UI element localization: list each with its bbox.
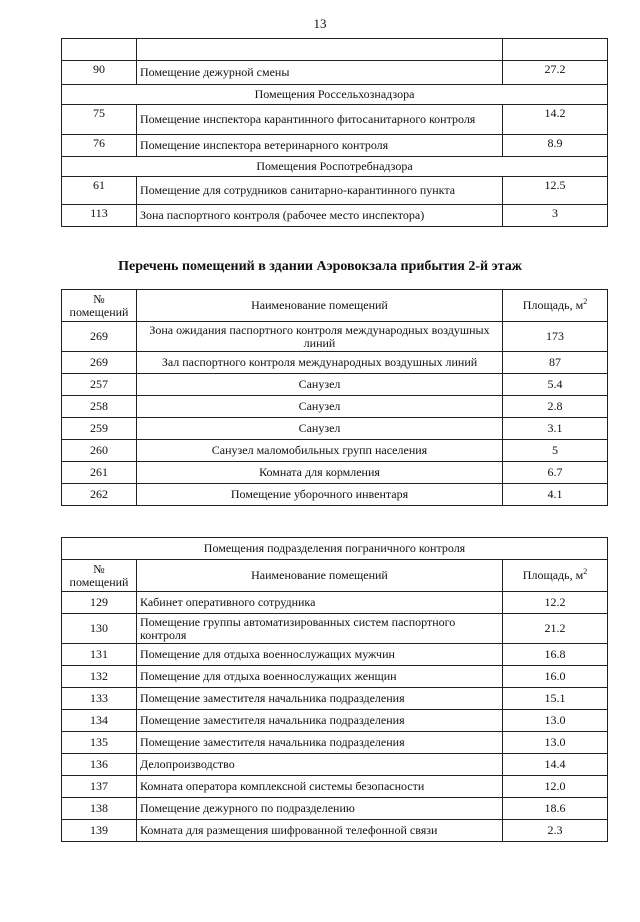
room-area: 16.0 — [503, 666, 608, 688]
room-number: 137 — [62, 776, 137, 798]
room-number: 261 — [62, 462, 137, 484]
room-name: Помещение уборочного инвентаря — [137, 484, 503, 506]
room-name: Помещение для отдыха военнослужащих мужчин — [137, 644, 503, 666]
table-header-row — [62, 290, 608, 322]
table-row — [62, 710, 608, 732]
room-area: 5 — [503, 440, 608, 462]
room-area: 21.2 — [503, 614, 608, 644]
section-title: Помещения Россельхознадзора — [62, 85, 608, 105]
room-number: 262 — [62, 484, 137, 506]
table-row — [62, 39, 608, 61]
room-area: 173 — [503, 322, 608, 352]
table-row — [62, 322, 608, 352]
room-area — [503, 39, 608, 61]
room-area: 4.1 — [503, 484, 608, 506]
table-row — [62, 374, 608, 396]
room-number: 132 — [62, 666, 137, 688]
table-row — [62, 61, 608, 85]
room-name: Помещение для сотрудников санитарно-карантинного пункта — [137, 177, 503, 205]
table-row — [62, 205, 608, 227]
table-border-control-body — [62, 592, 608, 842]
room-area: 12.2 — [503, 592, 608, 614]
table-row — [62, 798, 608, 820]
table-row — [62, 396, 608, 418]
room-name: Помещение заместителя начальника подразделения — [137, 732, 503, 754]
table-title: Помещения подразделения пограничного контроля — [62, 538, 608, 560]
table-continued — [61, 38, 608, 227]
room-number: 129 — [62, 592, 137, 614]
room-area: 6.7 — [503, 462, 608, 484]
room-area: 12.0 — [503, 776, 608, 798]
header-num: № помещений — [62, 560, 137, 592]
room-area: 15.1 — [503, 688, 608, 710]
room-name: Помещение группы автоматизированных систем паспортного контроля — [137, 614, 503, 644]
room-name: Делопроизводство — [137, 754, 503, 776]
room-name: Санузел — [137, 418, 503, 440]
room-area: 2.8 — [503, 396, 608, 418]
table-header-row — [62, 560, 608, 592]
room-name: Кабинет оперативного сотрудника — [137, 592, 503, 614]
room-area: 14.2 — [503, 105, 608, 135]
room-name: Помещение инспектора ветеринарного контроля — [137, 135, 503, 157]
room-number: 136 — [62, 754, 137, 776]
table-row — [62, 105, 608, 135]
room-number: 257 — [62, 374, 137, 396]
room-area: 5.4 — [503, 374, 608, 396]
room-number: 75 — [62, 105, 137, 135]
room-name: Санузел маломобильных групп населения — [137, 440, 503, 462]
table-row — [62, 484, 608, 506]
room-name: Комната оператора комплексной системы безопасности — [137, 776, 503, 798]
room-number — [62, 39, 137, 61]
room-number: 259 — [62, 418, 137, 440]
table-continued-body — [62, 39, 608, 227]
header-area: Площадь, $м^2$ — [503, 560, 608, 592]
room-number: 131 — [62, 644, 137, 666]
room-name: Зона паспортного контроля (рабочее место инспектора) — [137, 205, 503, 227]
room-number: 134 — [62, 710, 137, 732]
table-row — [62, 776, 608, 798]
room-name: Комната для размещения шифрованной телефонной связи — [137, 820, 503, 842]
table-row — [62, 135, 608, 157]
room-number: 133 — [62, 688, 137, 710]
table-row — [62, 644, 608, 666]
room-number: 139 — [62, 820, 137, 842]
room-name: Зона ожидания паспортного контроля международных воздушных линий — [137, 322, 503, 352]
room-area: 13.0 — [503, 710, 608, 732]
room-area: 18.6 — [503, 798, 608, 820]
section-row — [62, 157, 608, 177]
section-row — [62, 85, 608, 105]
room-number: 130 — [62, 614, 137, 644]
header-area: Площадь, $м^2$ — [503, 290, 608, 322]
room-area: 87 — [503, 352, 608, 374]
section-title: Помещения Роспотребнадзора — [62, 157, 608, 177]
table-row — [62, 754, 608, 776]
room-number: 260 — [62, 440, 137, 462]
room-area: 3 — [503, 205, 608, 227]
room-area: 13.0 — [503, 732, 608, 754]
table-row — [62, 688, 608, 710]
room-number: 61 — [62, 177, 137, 205]
table-row — [62, 614, 608, 644]
room-number: 269 — [62, 352, 137, 374]
table-border-control — [61, 537, 608, 842]
table-row — [62, 352, 608, 374]
room-area: 14.4 — [503, 754, 608, 776]
table-row — [62, 462, 608, 484]
room-name: Санузел — [137, 374, 503, 396]
room-name: Помещение заместителя начальника подразделения — [137, 710, 503, 732]
room-number: 90 — [62, 61, 137, 85]
table-row — [62, 418, 608, 440]
table-second-floor-body — [62, 322, 608, 506]
header-num: № помещений — [62, 290, 137, 322]
room-area: 8.9 — [503, 135, 608, 157]
room-name: Помещение дежурного по подразделению — [137, 798, 503, 820]
room-area: 12.5 — [503, 177, 608, 205]
header-name: Наименование помещений — [137, 560, 503, 592]
room-name: Помещение для отдыха военнослужащих женщин — [137, 666, 503, 688]
table-row — [62, 732, 608, 754]
section-heading: Перечень помещений в здании Аэровокзала прибытия 2-й этаж — [118, 259, 522, 274]
room-number: 76 — [62, 135, 137, 157]
room-area: 3.1 — [503, 418, 608, 440]
room-area: 16.8 — [503, 644, 608, 666]
room-name: Комната для кормления — [137, 462, 503, 484]
room-number: 135 — [62, 732, 137, 754]
table-title-row — [62, 538, 608, 560]
room-name — [137, 39, 503, 61]
room-number: 269 — [62, 322, 137, 352]
room-number: 113 — [62, 205, 137, 227]
table-row — [62, 177, 608, 205]
page-number: 13 — [313, 16, 327, 31]
table-row — [62, 666, 608, 688]
room-name: Санузел — [137, 396, 503, 418]
table-row — [62, 440, 608, 462]
room-name: Помещение инспектора карантинного фитосанитарного контроля — [137, 105, 503, 135]
room-name: Помещение дежурной смены — [137, 61, 503, 85]
table-row — [62, 820, 608, 842]
room-number: 258 — [62, 396, 137, 418]
room-name: Зал паспортного контроля международных воздушных линий — [137, 352, 503, 374]
table-row — [62, 592, 608, 614]
room-name: Помещение заместителя начальника подразделения — [137, 688, 503, 710]
header-name: Наименование помещений — [137, 290, 503, 322]
room-area: 27.2 — [503, 61, 608, 85]
table-second-floor — [61, 289, 608, 506]
room-area: 2.3 — [503, 820, 608, 842]
room-number: 138 — [62, 798, 137, 820]
